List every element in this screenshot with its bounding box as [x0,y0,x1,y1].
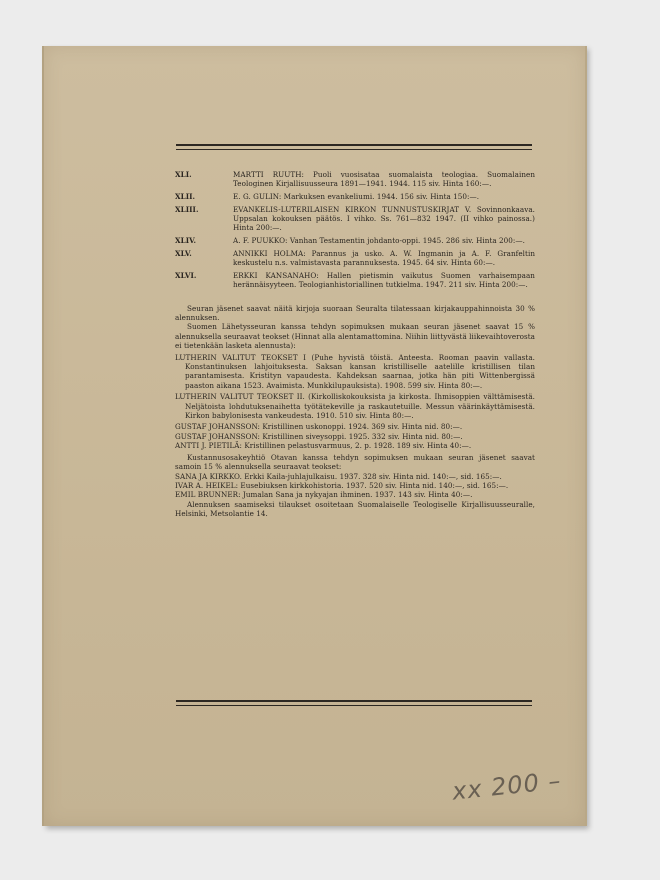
book-listing: LUTHERIN VALITUT TEOKSET II. (Kirkolliskokouksista ja kirkosta. Ihmisoppien välttämisestä. Neljätoista lohdutuksenaihetta työtätekeville ja raskautetuille. Messun väärinkäyttämisestä. Kirkon babylonisesta vankeudesta. 1910. 510 siv. Hinta 80:—. [175,392,535,421]
entry-text: ANNIKKI HOLMA: Parannus ja usko. A. W. Ingmanin ja A. F. Granfeltin keskustelu n.s. valmistavasta parannuksesta. 1945. 64 siv. Hinta 60:—. [233,248,535,267]
entry-text: ERKKI KANSANAHO: Hallen pietismin vaikutus Suomen varhaisempaan herännäisyyteen. Teologianhistoriallinen tutkielma. 1947. 211 siv. Hinta 200:—. [233,270,535,289]
entry-text: EVANKELIS-LUTERILAISEN KIRKON TUNNUSTUSKIRJAT V. Sovinnonkaava. Uppsalan kokouksen päätös. I vihko. Ss. 761—832 1947. (II vihko painossa.) Hinta 200:—. [233,204,535,233]
entry-number: XLV. [175,248,192,258]
book-listing: LUTHERIN VALITUT TEOKSET I (Puhe hyvistä töistä. Anteesta. Rooman paavin vallasta. Konstantinuksen lahjoituksesta. Saksan kansan kristilliselle aatelille kristillisen tilan parantamisesta. Kristityn vapaudesta. Kahdeksan saarnaa, jotka hän piti Wittenbergissä paaston aikana 1523. Avaimista. Munkkilupauksista). 1908. 599 siv. Hinta 80:—. [175,352,535,390]
otava-note: Kustannusosakeyhtiö Otavan kanssa tehdyn sopimuksen mukaan seuran jäsenet saavat samoin 15 % alennuksella seuraavat teokset: [175,452,535,472]
catalog-entry [175,249,535,268]
entry-text: E. G. GULIN: Markuksen evankeliumi. 1944. 156 siv. Hinta 150:—. [233,192,480,201]
entry-number: XLI. [175,170,192,179]
entry-number: XLIII. [175,204,199,214]
discount-note: Seuran jäsenet saavat näitä kirjoja suoraan Seuralta tilatessaan kirjakauppahinnoista 30 % alennuksen. [175,303,535,322]
mission-society-note: Suomen Lähetysseuran kanssa tehdyn sopimuksen mukaan seuran jäsenet saavat 15 % alennuksella seuraavat teokset (Hinnat alla alentamattomina. Niihin liittyvästä liikevaihtoverosta ei tietenkään lasketa alennusta): [175,322,535,351]
book-listing: IVAR A. HEIKEL: Eusebiuksen kirkkohistoria. 1937. 520 siv. Hinta nid. 140:—, sid. 165:—. [175,480,509,490]
entry-number: XLIV. [175,236,197,245]
entry-text: MARTTI RUUTH: Puoli vuosisataa suomalaista teologiaa. Suomalainen Teologinen Kirjallisuusseura 1891—1941. 1944. 115 siv. Hinta 160:—. [233,170,535,189]
spacer [175,293,535,304]
entry-number: XLVI. [175,270,197,280]
entry-number: XLII. [175,192,196,201]
book-listing: GUSTAF JOHANSSON: Kristillinen uskonoppi. 1924. 369 siv. Hinta nid. 80:—. [175,422,463,432]
book-listing: ANTTI J. PIETILÄ: Kristillinen pelastusvarmuus, 2. p. 1928. 189 siv. Hinta 40:—. [175,441,472,451]
ordering-note: Alennuksen saamiseksi tilaukset osoitetaan Suomalaiselle Teologiselle Kirjallisuusseuralle, Helsinki, Metsolantie 14. [175,499,535,519]
bottom-double-rule [176,700,532,706]
book-listing: EMIL BRUNNER: Jumalan Sana ja nykyajan ihminen. 1937. 143 siv. Hinta 40:—. [175,490,473,500]
book-listing: SANA JA KIRKKO. Erkki Kaila-juhlajulkaisu. 1937. 328 siv. Hinta nid. 140:—, sid. 165:—. [175,471,502,481]
catalog-entry [175,236,535,245]
handwritten-price-note: xx 200 – [450,766,563,806]
catalog-entry [175,205,535,233]
book-listing: GUSTAF JOHANSSON: Kristillinen siveysoppi. 1925. 332 siv. Hinta nid. 80:—. [175,431,463,441]
catalog-content [175,170,535,519]
entry-text: A. F. PUUKKO: Vanhan Testamentin johdanto-oppi. 1945. 286 siv. Hinta 200:—. [233,236,525,245]
top-double-rule [176,144,532,150]
catalog-entry [175,271,535,290]
book-back-cover [44,46,587,826]
catalog-entry [175,170,535,189]
catalog-entry [175,192,535,201]
